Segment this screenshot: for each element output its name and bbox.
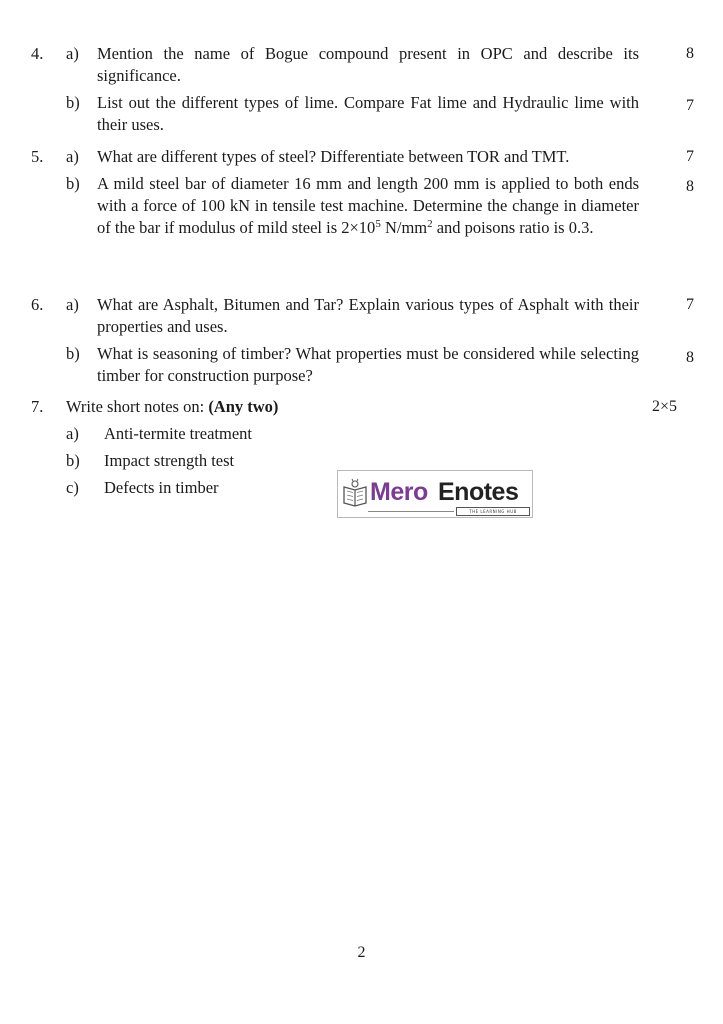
- question-6b: [66, 343, 694, 387]
- item-text: Anti-termite treatment: [104, 424, 252, 443]
- question-6: [0, 294, 723, 387]
- question-number: 4.: [31, 44, 44, 63]
- marks: 7: [686, 296, 694, 313]
- part-label: b): [66, 344, 80, 363]
- marks: 7: [686, 97, 694, 114]
- part-label: a): [66, 44, 79, 63]
- title-text: Write short notes on:: [66, 397, 209, 416]
- marks: 8: [686, 349, 694, 366]
- part-text: Mention the name of Bogue compound present in OPC and describe its significance.: [97, 44, 639, 85]
- item-text: Impact strength test: [104, 451, 235, 470]
- item-label: c): [66, 478, 79, 497]
- logo-word-mero: Mero: [370, 478, 428, 506]
- part-text: [97, 173, 639, 239]
- marks: 8: [686, 178, 694, 195]
- logo-word-enotes: Enotes: [438, 478, 519, 506]
- logo-tagline: THE LEARNING HUB: [456, 507, 530, 516]
- part-text-end: and poisons ratio is 0.3.: [432, 218, 594, 237]
- question-5b: [66, 173, 694, 239]
- question-7-title: [66, 396, 278, 418]
- superscript: 5: [375, 218, 381, 230]
- unit-text: N/mm: [384, 218, 428, 237]
- marks: 8: [686, 45, 694, 62]
- part-text: What is seasoning of timber? What properties must be considered while selecting timber for construction purpose?: [97, 344, 639, 385]
- item-text: Defects in timber: [104, 478, 219, 497]
- mero-enotes-logo: [337, 470, 533, 518]
- question-6a: [66, 294, 694, 338]
- title-bold-text: (Any two): [208, 397, 279, 416]
- marks: 2×5: [652, 398, 678, 415]
- question-number: 6.: [31, 295, 44, 314]
- part-text: What are Asphalt, Bitumen and Tar? Explain various types of Asphalt with their properties and uses.: [97, 295, 639, 336]
- part-text: What are different types of steel? Differentiate between TOR and TMT.: [97, 147, 570, 166]
- question-5a: [66, 146, 694, 168]
- open-book-icon: [340, 477, 370, 507]
- question-4a: [66, 43, 694, 87]
- part-label: a): [66, 295, 79, 314]
- part-label: b): [66, 174, 80, 193]
- item-label: b): [66, 451, 80, 470]
- superscript: 2: [427, 218, 433, 230]
- part-label: b): [66, 93, 80, 112]
- item-label: a): [66, 424, 79, 443]
- marks: 7: [686, 148, 694, 165]
- logo-underline: [368, 511, 454, 512]
- part-text: List out the different types of lime. Compare Fat lime and Hydraulic lime with their uses.: [97, 93, 639, 134]
- question-4b: [66, 92, 694, 136]
- part-label: a): [66, 147, 79, 166]
- question-5: [0, 146, 723, 239]
- question-number: 5.: [31, 147, 44, 166]
- question-4: [0, 43, 723, 136]
- part-text-main: A mild steel bar of diameter 16 mm and length 200 mm is applied to both ends with a force of 100 kN in tensile test machine. Determine the change in diameter of the bar if modulus of mild steel is 2×10: [97, 174, 639, 237]
- question-number: 7.: [31, 397, 44, 416]
- page-number: 2: [357, 944, 366, 961]
